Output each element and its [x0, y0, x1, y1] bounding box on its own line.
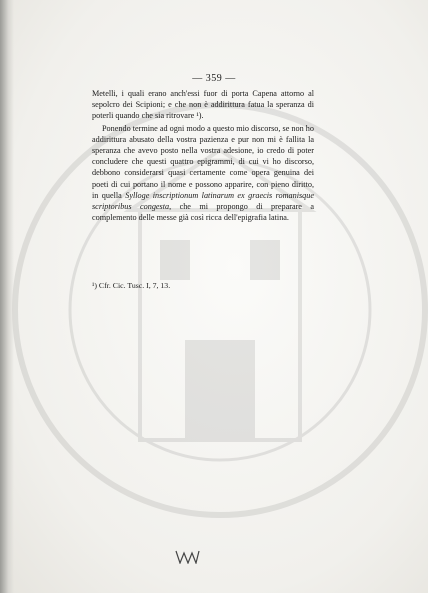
paragraph-2-text-a: Ponendo termine ad ogni modo a questo mio discorso, se non ho addirittura abusato della vostra pazienza e pur non mi è fallita la speranza che avevo posto nella vostra adesione, io credo di poter concludere che questi quattro epigrammi, di cui vi ho discorso, debbono considerarsi quasi certamente come opera genuina dei poeti di cui portano il nome e possono apparire, con pieno diritto, in quella: [92, 123, 314, 200]
paragraph-1: Metelli, i quali erano anch'essi fuor di porta Capena attorno al sepolcro dei Scipioni; e che non è addirittura fatua la speranza di poterli quando che sia ritrovare ¹).: [92, 89, 314, 121]
paragraph-2-italic-title: Sylloge inscriptionum latinarum ex graecis romanisque scriptoribus congesta: [92, 190, 314, 212]
body-text: [92, 88, 314, 223]
page-number: — 359 —: [192, 73, 236, 84]
paragraph-2: [92, 123, 314, 224]
paragraph-2-text-b: , che mi propongo di preparare a complemento delle messe già così ricca dell'epigrafia latina.: [92, 202, 314, 223]
scan-mark: [175, 550, 200, 564]
footnote: ¹) Cfr. Cic. Tusc. I, 7, 13.: [92, 281, 171, 290]
scan-edge-shadow: [0, 0, 14, 593]
